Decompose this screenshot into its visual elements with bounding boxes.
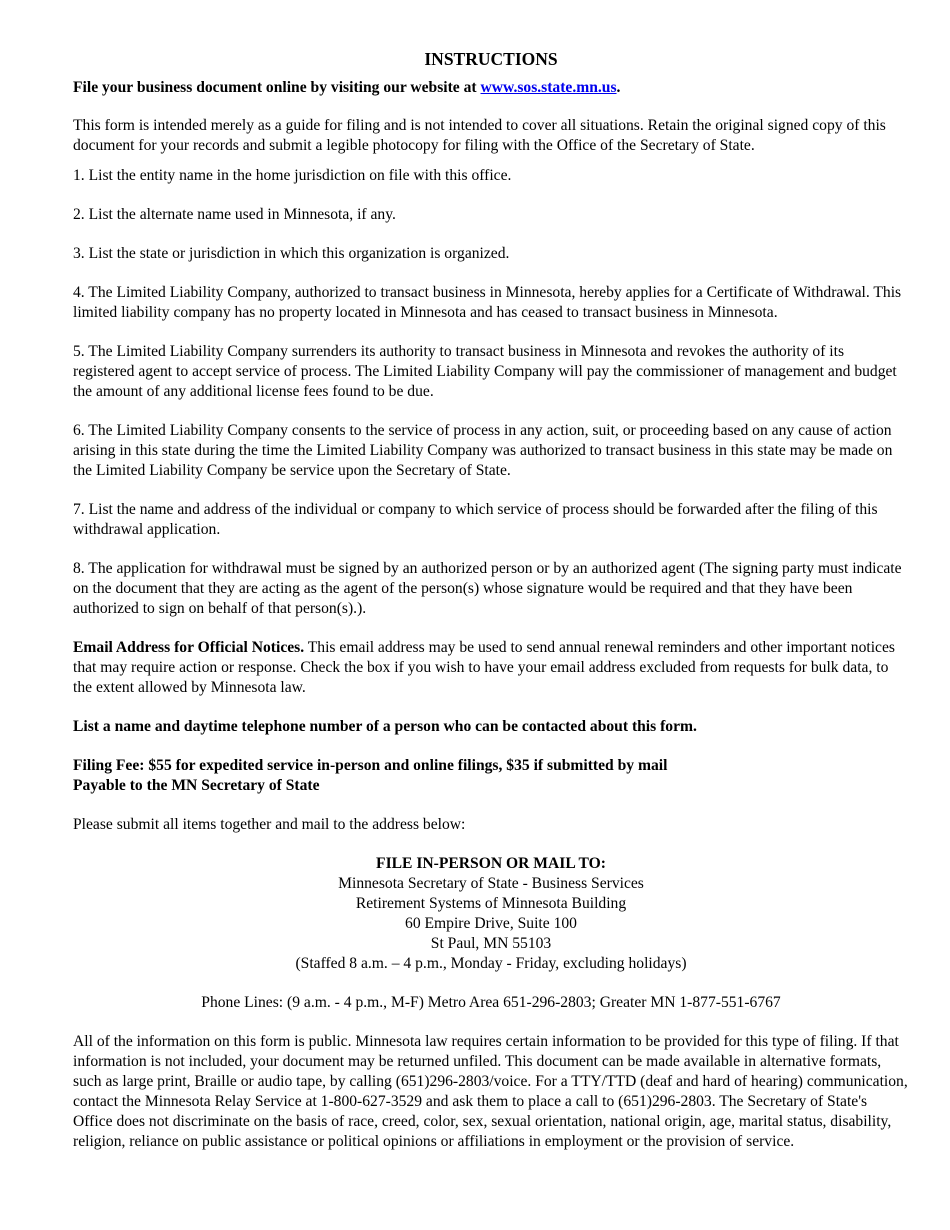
website-link[interactable]: www.sos.state.mn.us (480, 79, 617, 96)
payable-line: Payable to the MN Secretary of State (73, 777, 320, 794)
intro-paragraph: This form is intended merely as a guide for filing and is not intended to cover all situations. Retain the original signed copy of this document for your records and submit a legible photocopy for filing with the Office of the Secretary of State. (73, 117, 886, 154)
online-filing-text: File your business document online by visiting our website at (73, 79, 481, 96)
page-title: INSTRUCTIONS (424, 49, 558, 69)
address-line-3: 60 Empire Drive, Suite 100 (405, 915, 577, 932)
instruction-item-3: 3. List the state or jurisdiction in which this organization is organized. (73, 245, 510, 262)
address-line-1: Minnesota Secretary of State - Business Services (338, 875, 644, 892)
address-line-2: Retirement Systems of Minnesota Building (355, 895, 627, 912)
phone-lines: Phone Lines: (9 a.m. - 4 p.m., M-F) Metro Area 651-296-2803; Greater MN 1-877-551-6767 (201, 994, 781, 1011)
submit-instruction: Please submit all items together and mail to the address below: (73, 816, 466, 833)
contact-instruction: List a name and daytime telephone number of a person who can be contacted about this form. (73, 718, 697, 735)
address-heading: FILE IN-PERSON OR MAIL TO: (376, 855, 606, 872)
instruction-item-6: 6. The Limited Liability Company consents to the service of process in any action, suit, or proceeding based on any cause of action arising in this state during the time the Limited Liability Company was authorized to transact business in this state may be made on the Limited Liability Company be service upon the Secretary of State. (73, 422, 893, 479)
address-line-4: St Paul, MN 55103 (430, 935, 552, 952)
instruction-item-7: 7. List the name and address of the individual or company to which service of process should be forwarded after the filing of this withdrawal application. (73, 501, 878, 538)
instruction-item-1: 1. List the entity name in the home jurisdiction on file with this office. (73, 167, 512, 184)
instructions-page (73, 48, 909, 1152)
filing-fee-line: Filing Fee: $55 for expedited service in-person and online filings, $35 if submitted by mail (73, 757, 668, 774)
online-filing-period: . (616, 79, 621, 96)
instruction-item-2: 2. List the alternate name used in Minnesota, if any. (73, 206, 396, 223)
filing-fee-block (73, 756, 909, 796)
instruction-item-8: 8. The application for withdrawal must be signed by an authorized person or by an authorized agent (The signing party must indicate on the document that they are acting as the agent of the person(s) whose signature would be required and that they have been authorized to sign on behalf of that person(s).). (73, 560, 902, 617)
instruction-item-4: 4. The Limited Liability Company, authorized to transact business in Minnesota, hereby applies for a Certificate of Withdrawal. This limited liability company has no property located in Minnesota and has ceased to transact business in Minnesota. (73, 284, 902, 321)
email-notice-text: This email address may be used to send annual renewal reminders and other important notices that may require action or response. Check the box if you wish to have your email address excluded from requests for bulk data, to the extent allowed by Minnesota law. (73, 639, 895, 696)
office-hours: (Staffed 8 a.m. – 4 p.m., Monday - Friday, excluding holidays) (295, 955, 687, 972)
email-notice-heading: Email Address for Official Notices. (73, 639, 305, 656)
instruction-item-5: 5. The Limited Liability Company surrenders its authority to transact business in Minnesota and revokes the authority of its registered agent to accept service of process. The Limited Liability Company will pay the commissioner of management and budget the amount of any additional license fees found to be due. (73, 343, 897, 400)
public-information-notice: All of the information on this form is public. Minnesota law requires certain information to be provided for this type of filing. If that information is not included, your document may be returned unfiled. This document can be made available in alternative formats, such as large print, Braille or audio tape, by calling (651)296-2803/voice. For a TTY/TTD (deaf and hard of hearing) communication, contact the Minnesota Relay Service at 1-800-627-3529 and ask them to place a call to (651)296-2803. The Secretary of State's Office does not discriminate on the basis of race, creed, color, sex, sexual orientation, national origin, age, marital status, disability, religion, reliance on public assistance or political opinions or affiliations in employment or the provision of service. (73, 1033, 908, 1150)
email-notice-paragraph (73, 638, 909, 698)
online-filing-note (73, 78, 909, 98)
mailing-address-block (73, 854, 909, 974)
